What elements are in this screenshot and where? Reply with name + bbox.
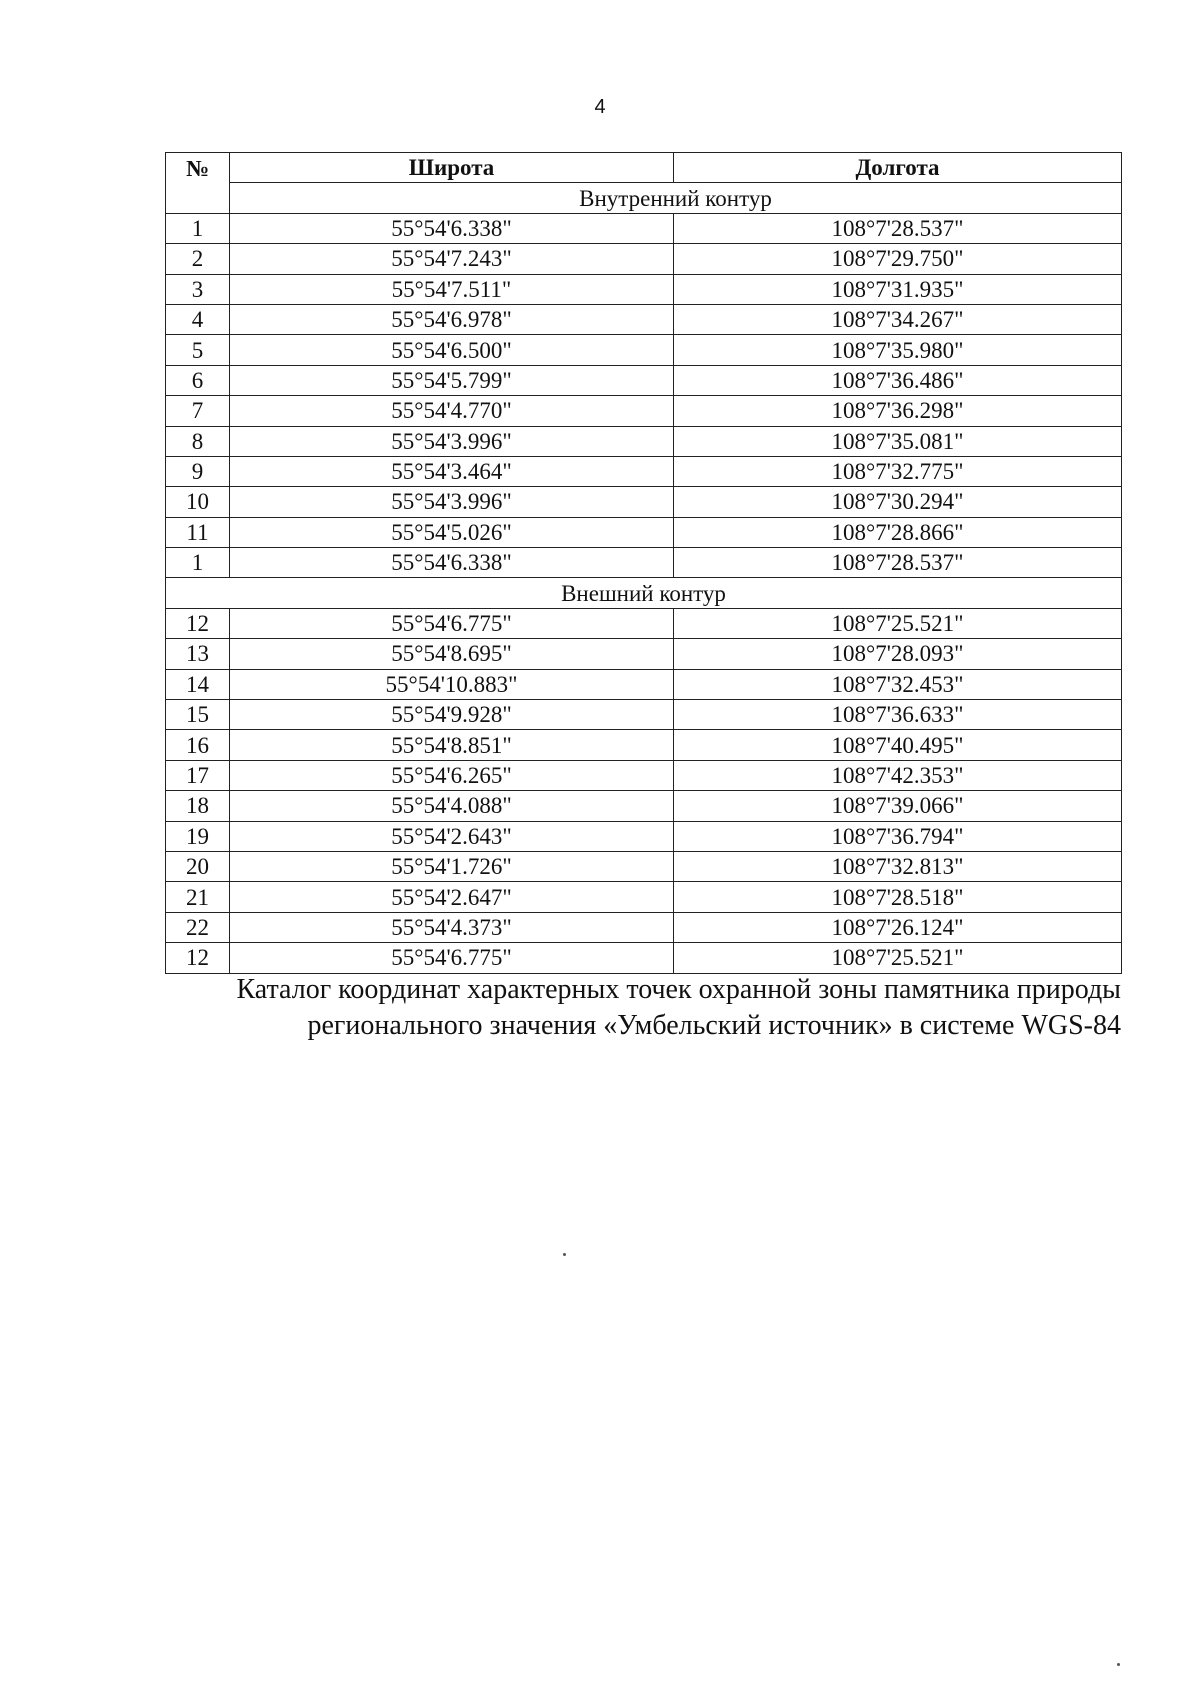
table-row [166,396,1122,426]
point-number: 1 [166,213,230,243]
table-row [166,274,1122,304]
longitude-cell: 108°7'40.495" [674,730,1122,760]
point-number: 22 [166,912,230,942]
header-number: № [166,153,230,214]
point-number: 8 [166,426,230,456]
longitude-cell: 108°7'36.794" [674,821,1122,851]
longitude-cell: 108°7'28.093" [674,639,1122,669]
header-longitude: Долгота [674,153,1122,183]
table-row [166,304,1122,334]
longitude-cell: 108°7'36.486" [674,365,1122,395]
point-number: 1 [166,548,230,578]
coordinates-table [165,152,1122,974]
latitude-cell: 55°54'6.775" [230,608,674,638]
latitude-cell: 55°54'2.643" [230,821,674,851]
point-number: 13 [166,639,230,669]
table-row [166,760,1122,790]
latitude-cell: 55°54'4.373" [230,912,674,942]
longitude-cell: 108°7'28.866" [674,517,1122,547]
point-number: 12 [166,608,230,638]
section-title: Внешний контур [166,578,1122,608]
longitude-cell: 108°7'32.775" [674,456,1122,486]
latitude-cell: 55°54'8.695" [230,639,674,669]
latitude-cell: 55°54'6.978" [230,304,674,334]
latitude-cell: 55°54'7.511" [230,274,674,304]
table-row [166,517,1122,547]
latitude-cell: 55°54'5.026" [230,517,674,547]
latitude-cell: 55°54'7.243" [230,244,674,274]
longitude-cell: 108°7'28.537" [674,213,1122,243]
point-number: 2 [166,244,230,274]
point-number: 16 [166,730,230,760]
longitude-cell: 108°7'25.521" [674,943,1122,973]
latitude-cell: 55°54'3.996" [230,426,674,456]
longitude-cell: 108°7'32.813" [674,851,1122,881]
point-number: 11 [166,517,230,547]
point-number: 4 [166,304,230,334]
section-title-row [166,578,1122,608]
table-row [166,335,1122,365]
point-number: 15 [166,700,230,730]
latitude-cell: 55°54'2.647" [230,882,674,912]
table-row [166,669,1122,699]
latitude-cell: 55°54'4.770" [230,396,674,426]
table-row [166,912,1122,942]
latitude-cell: 55°54'6.775" [230,943,674,973]
latitude-cell: 55°54'6.338" [230,213,674,243]
point-number: 14 [166,669,230,699]
table-row [166,943,1122,973]
table-row [166,700,1122,730]
point-number: 10 [166,487,230,517]
latitude-cell: 55°54'6.500" [230,335,674,365]
table-row [166,608,1122,638]
latitude-cell: 55°54'9.928" [230,700,674,730]
scan-speck [1117,1663,1120,1666]
point-number: 3 [166,274,230,304]
table-row [166,244,1122,274]
page-number: 4 [594,96,606,118]
table-row [166,821,1122,851]
latitude-cell: 55°54'10.883" [230,669,674,699]
point-number: 18 [166,791,230,821]
latitude-cell: 55°54'6.338" [230,548,674,578]
longitude-cell: 108°7'36.298" [674,396,1122,426]
header-latitude: Широта [230,153,674,183]
latitude-cell: 55°54'5.799" [230,365,674,395]
latitude-cell: 55°54'3.464" [230,456,674,486]
longitude-cell: 108°7'29.750" [674,244,1122,274]
latitude-cell: 55°54'3.996" [230,487,674,517]
section-title: Внутренний контур [230,183,1122,213]
point-number: 5 [166,335,230,365]
table-row [166,639,1122,669]
latitude-cell: 55°54'8.851" [230,730,674,760]
latitude-cell: 55°54'6.265" [230,760,674,790]
point-number: 17 [166,760,230,790]
caption-line-2: регионального значения «Умбельский источник» в системе WGS-84 [307,1010,1121,1041]
latitude-cell: 55°54'4.088" [230,791,674,821]
point-number: 20 [166,851,230,881]
longitude-cell: 108°7'25.521" [674,608,1122,638]
point-number: 21 [166,882,230,912]
table-header-row [166,153,1122,183]
longitude-cell: 108°7'35.081" [674,426,1122,456]
longitude-cell: 108°7'34.267" [674,304,1122,334]
longitude-cell: 108°7'42.353" [674,760,1122,790]
caption-line-1: Каталог координат характерных точек охранной зоны памятника природы [236,974,1121,1005]
longitude-cell: 108°7'26.124" [674,912,1122,942]
point-number: 12 [166,943,230,973]
table-caption [165,972,1121,1044]
table-row [166,791,1122,821]
latitude-cell: 55°54'1.726" [230,851,674,881]
table-row [166,882,1122,912]
table-row [166,365,1122,395]
section-title-row [166,183,1122,213]
longitude-cell: 108°7'31.935" [674,274,1122,304]
longitude-cell: 108°7'28.518" [674,882,1122,912]
longitude-cell: 108°7'35.980" [674,335,1122,365]
table-row [166,851,1122,881]
longitude-cell: 108°7'30.294" [674,487,1122,517]
table-row [166,213,1122,243]
point-number: 9 [166,456,230,486]
longitude-cell: 108°7'36.633" [674,700,1122,730]
longitude-cell: 108°7'32.453" [674,669,1122,699]
table-row [166,548,1122,578]
point-number: 19 [166,821,230,851]
scan-speck [563,1253,566,1256]
table-row [166,426,1122,456]
table-row [166,730,1122,760]
point-number: 6 [166,365,230,395]
longitude-cell: 108°7'39.066" [674,791,1122,821]
table-row [166,487,1122,517]
longitude-cell: 108°7'28.537" [674,548,1122,578]
point-number: 7 [166,396,230,426]
table-row [166,456,1122,486]
